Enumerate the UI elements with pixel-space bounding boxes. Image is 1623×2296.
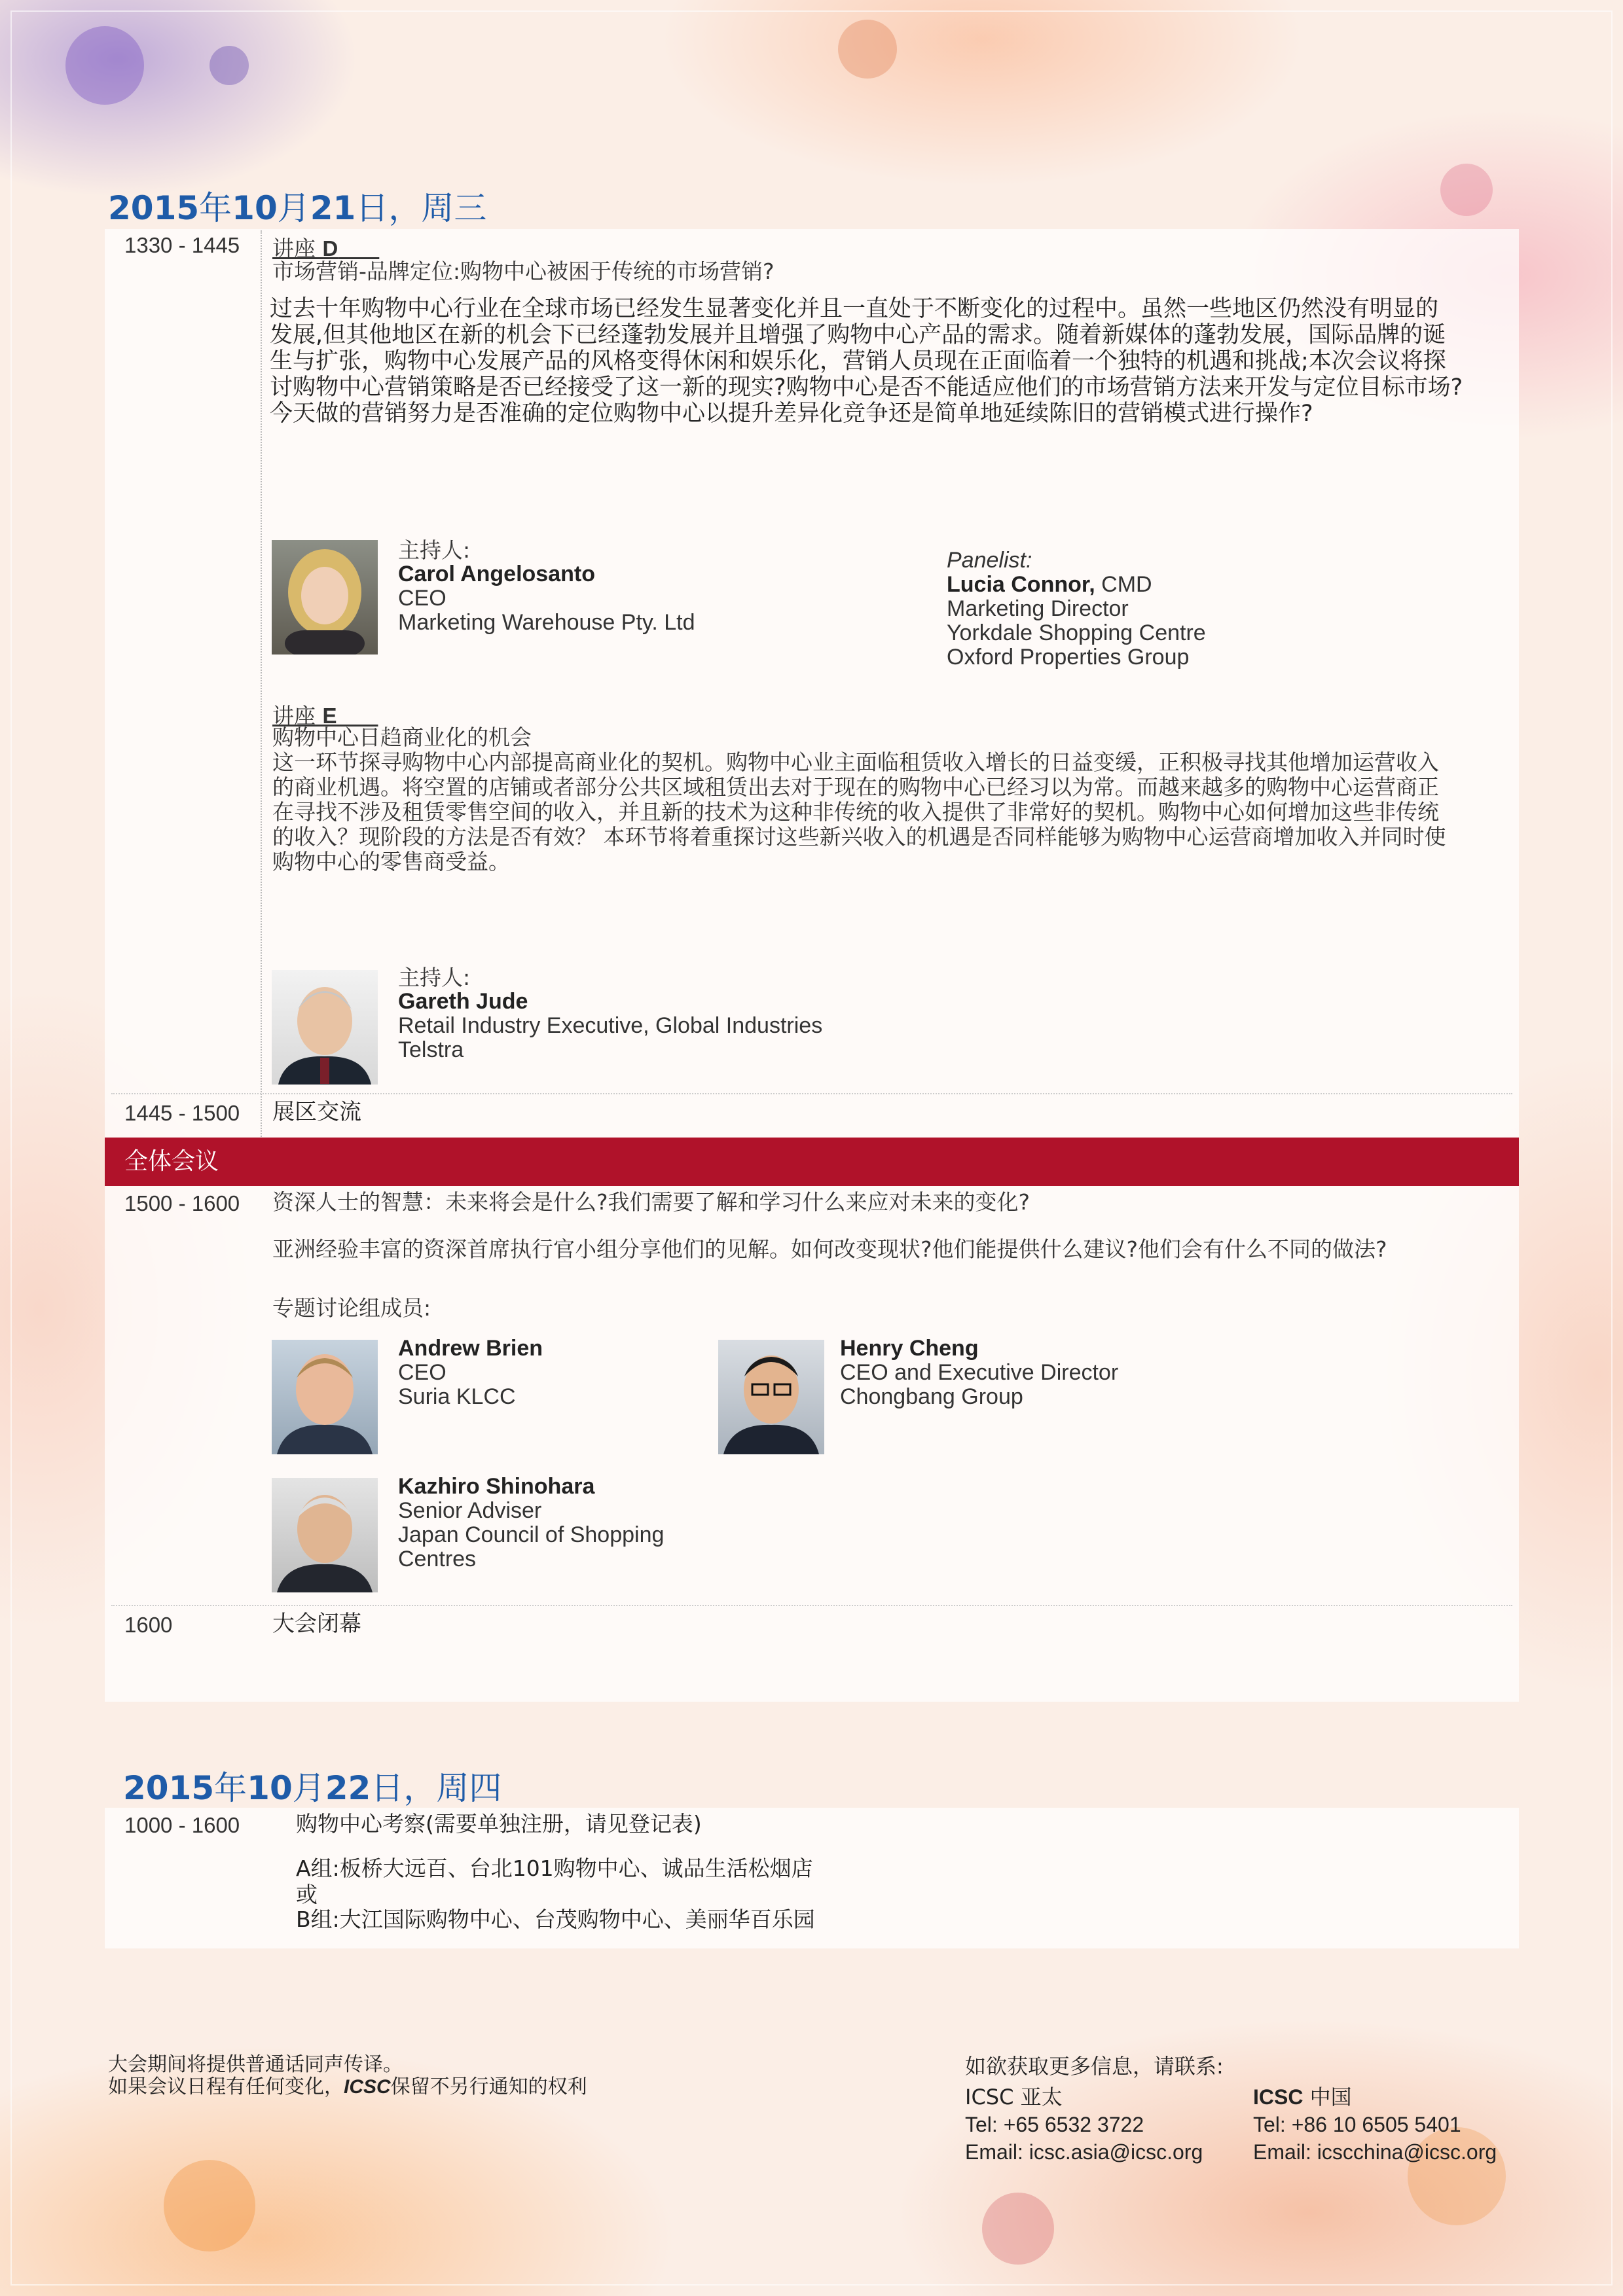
row-divider xyxy=(111,1605,1512,1606)
member-photo-andrew xyxy=(272,1340,378,1454)
session-e-description: 这一环节探寻购物中心内部提高商业化的契机。购物中心业主面临租赁收入增长的日益变缓，正积极寻找其他增加运营收入 的商业机遇。将空置的店铺或者部分公共区域租赁出去对于现在的购物中心已经习以为常。而越来越多的购物中心运营商正 在寻找不涉及租赁零售空间的收入，并且新的技术为这种非传统的收入提供了非常好的契机。购物中心如何增加这些非传统 的收入？现阶段的方法是否有效？ 本环节将着重探讨这些新兴收入的机遇是否同样能够为购物中心运营商增加收入并同时使 购物中心的零售商受益。 xyxy=(272,749,1446,874)
session-d-panelist: Panelist: Lucia Connor, CMD Marketing Director Yorkdale Shopping Centre Oxford Properties Group xyxy=(947,548,1206,670)
plenary-title: 资深人士的智慧：未来将会是什么?我们需要了解和学习什么来应对未来的变化? xyxy=(272,1189,1030,1215)
session-d-subtitle: 市场营销-品牌定位:购物中心被困于传统的市场营销? xyxy=(272,259,775,284)
contact-icsc-china: ICSC 中国 Tel: +86 10 6505 5401 Email: icscchina@icsc.org xyxy=(1253,2085,1497,2164)
closing-time: 1600 xyxy=(124,1613,173,1637)
break-text: 展区交流 xyxy=(272,1099,361,1125)
plenary-time: 1500 - 1600 xyxy=(124,1191,240,1215)
time-column-divider xyxy=(261,230,262,1137)
session-e-label: 讲座 E xyxy=(272,703,337,728)
moderator-photo-gareth xyxy=(272,970,378,1085)
session-d-description: 过去十年购物中心行业在全球市场已经发生显著变化并且一直处于不断变化的过程中。虽然一些地区仍然没有明显的 发展,但其他地区在新的机会下已经蓬勃发展并且增强了购物中心产品的需求。随着新媒体的蓬勃发展，国际品牌的诞 生与扩张，购物中心发展产品的风格变得休闲和娱乐化，营销人员现在正面临着一个独特的机遇和挑战;本次会议将探 讨购物中心营销策略是否已经接受了这一新的现实?购物中心是否不能适应他们的市场营销方法来开发与定位目标市场? 今天做的营销努力是否准确的定位购物中心以提升差异化竞争还是简单地延续陈旧的营销模式进行操作? xyxy=(270,296,1463,427)
day1-title: 2015年10月21日，周三 xyxy=(108,189,487,227)
member-henry-cheng: Henry Cheng CEO and Executive Director Chongbang Group xyxy=(840,1336,1119,1409)
break-time: 1445 - 1500 xyxy=(124,1101,240,1125)
member-photo-kazhiro xyxy=(272,1478,378,1592)
tour-group-b: B组:大江国际购物中心、台茂购物中心、美丽华百乐园 xyxy=(296,1907,815,1932)
plenary-description: 亚洲经验丰富的资深首席执行官小组分享他们的见解。如何改变现状?他们能提供什么建议?他们会有什么不同的做法? xyxy=(272,1236,1387,1262)
panel-members-label: 专题讨论组成员: xyxy=(272,1295,431,1321)
tour-heading: 购物中心考察(需要单独注册，请见登记表) xyxy=(296,1811,702,1837)
row-divider xyxy=(111,1093,1512,1094)
member-photo-henry xyxy=(718,1340,824,1454)
tour-or: 或 xyxy=(296,1882,318,1907)
footer-notes: 大会期间将提供普通话同声传译。 如果会议日程有任何变化，ICSC保留不另行通知的权利 xyxy=(108,2053,587,2098)
session-d-label: 讲座 D xyxy=(272,236,338,261)
closing-text: 大会闭幕 xyxy=(272,1611,361,1637)
moderator-photo-carol xyxy=(272,540,378,655)
member-kazhiro-shinohara: Kazhiro Shinohara Senior Adviser Japan Council of Shopping Centres xyxy=(398,1474,665,1571)
tour-group-a: A组:板桥大远百、台北101购物中心、诚品生活松烟店 xyxy=(296,1856,813,1881)
day2-title: 2015年10月22日，周四 xyxy=(123,1769,502,1807)
contact-icsc-asia: ICSC 亚太 Tel: +65 6532 3722 Email: icsc.asia@icsc.org xyxy=(965,2085,1203,2164)
plenary-session-bar: 全体会议 xyxy=(105,1138,1519,1186)
tour-time: 1000 - 1600 xyxy=(124,1813,240,1837)
session-e-subtitle: 购物中心日趋商业化的机会 xyxy=(272,725,532,750)
session-d-time: 1330 - 1445 xyxy=(124,233,240,257)
member-andrew-brien: Andrew Brien CEO Suria KLCC xyxy=(398,1336,543,1409)
contact-heading: 如欲获取更多信息，请联系: xyxy=(965,2054,1224,2079)
session-e-moderator: 主持人: Gareth Jude Retail Industry Executive, Global Industries Telstra xyxy=(398,965,823,1062)
session-d-moderator: 主持人: Carol Angelosanto CEO Marketing Warehouse Pty. Ltd xyxy=(398,537,695,635)
